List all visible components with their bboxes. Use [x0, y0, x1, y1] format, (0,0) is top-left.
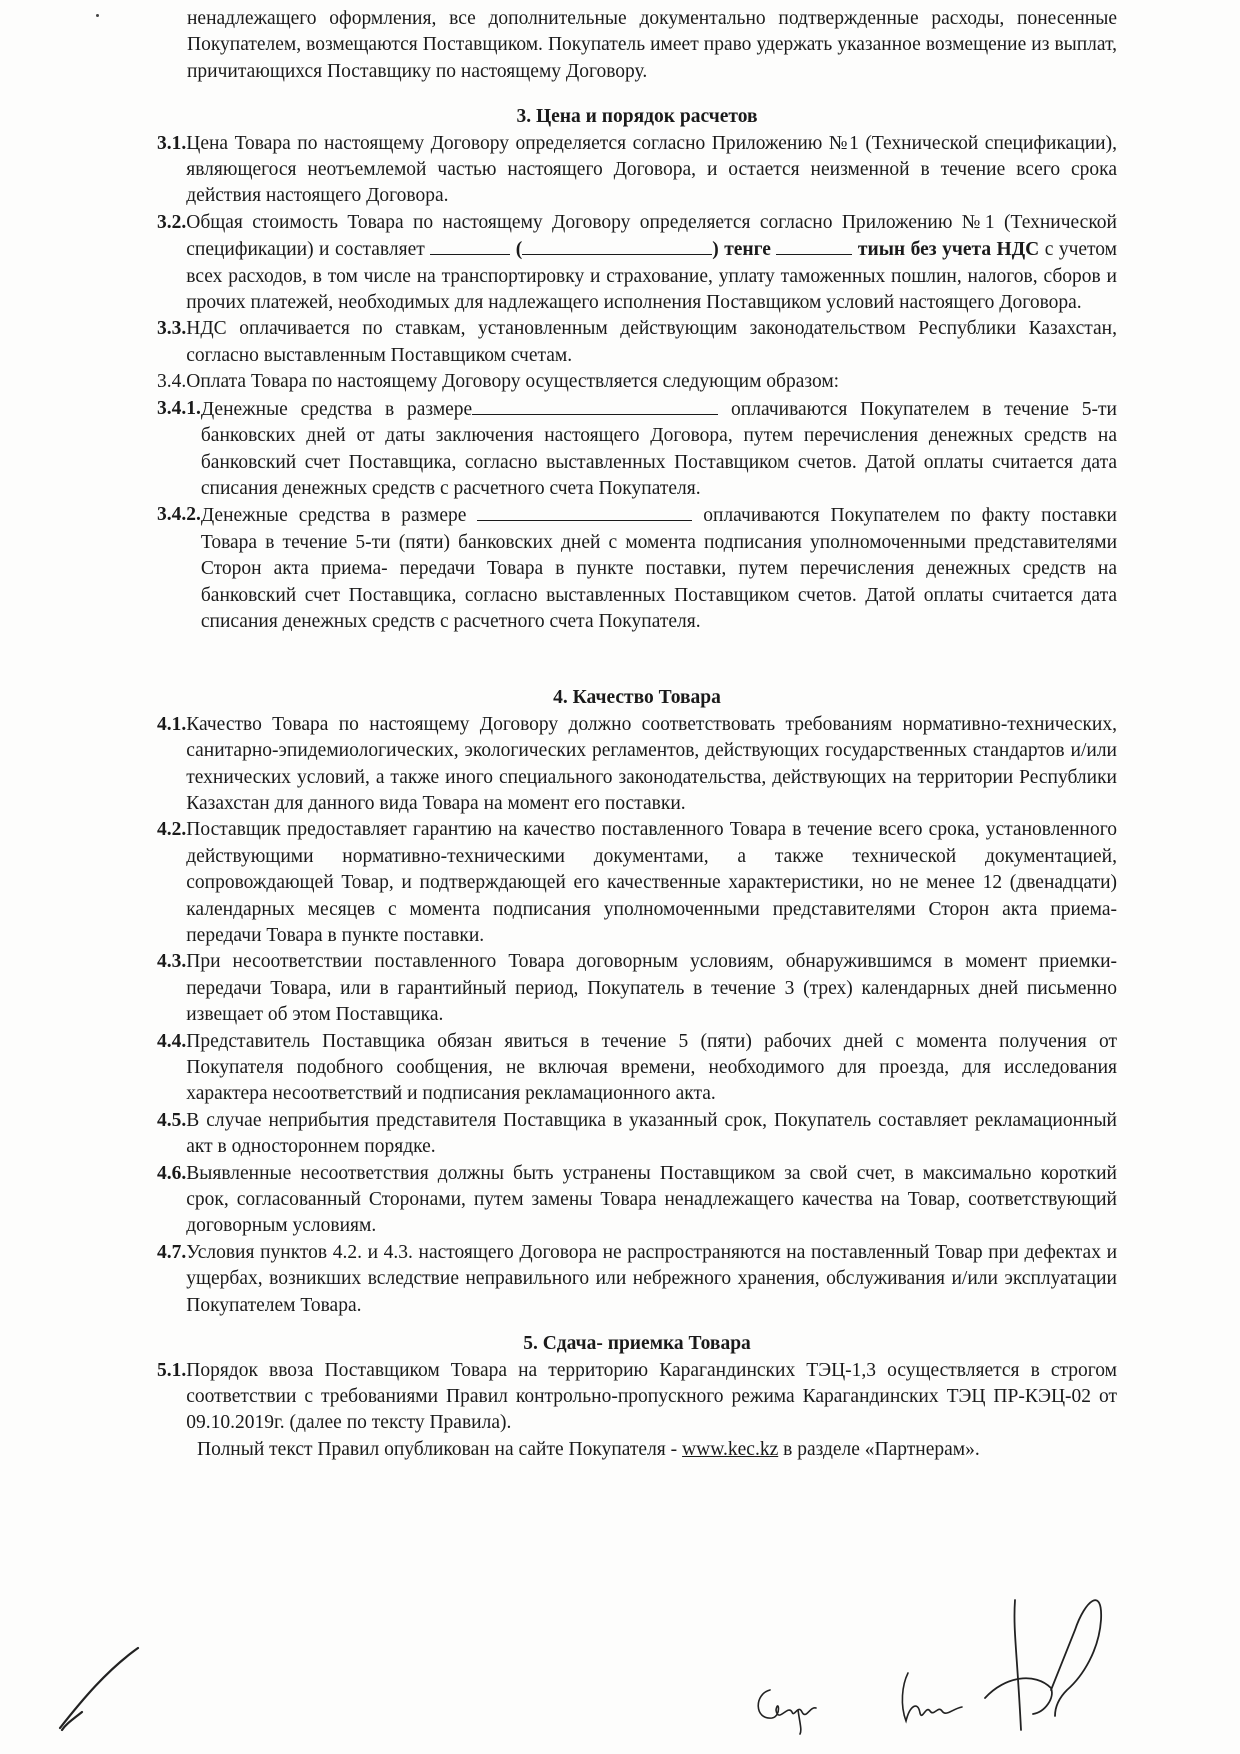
clause-text-part: Общая стоимость Товара по настоящему Договору определяется согласно Приложению №1 (Технической спецификации) и составляет: [186, 211, 1117, 261]
clause-3-1: [157, 131, 1117, 210]
clause-4-3: [157, 949, 1117, 1028]
clause-number: 5.1.: [157, 1359, 187, 1381]
clause-4-5: [157, 1108, 1117, 1161]
clause-number: 3.1.: [157, 132, 187, 154]
clause-text-part: оплачиваются Покупателем в течение 5-ти банковских дней от даты заключения настоящего Договора, путем перечисления денежных средств на банковский счет Поставщика, согласно выставленных Поставщиком счетов. Датой оплаты считается дата списания денежных средств с расчетного счета Покупателя.: [200, 398, 1117, 499]
clause-number: 3.4.1.: [157, 397, 201, 419]
clause-text: В случае неприбытия представителя Поставщика в указанный срок, Покупатель составляет рекламационный акт в одностороннем порядке.: [186, 1109, 1117, 1158]
clause-text-part: с учетом всех расходов, в том числе на транспортировку и страхование, уплату таможенных пошлин, налогов, сборов и прочих платежей, необходимых для надлежащего исполнения Поставщиком условий настоящего Договора.: [186, 239, 1118, 314]
amount-blank[interactable]: [472, 396, 718, 415]
clause-number: 4.7.: [157, 1241, 187, 1263]
amount-blank[interactable]: [430, 236, 510, 255]
clause-text: НДС оплачивается по ставкам, установленным действующим законодательством Республики Казахстан, согласно выставленным Поставщиком счетам.: [186, 318, 1117, 366]
tiyn-label: тиын без учета НДС: [857, 239, 1040, 261]
clause-number: 3.2.: [157, 211, 187, 233]
clause-number: 3.3.: [157, 318, 187, 340]
clause-text: Качество Товара по настоящему Договору должно соответствовать требованиям нормативно-технических, санитарно-эпидемиологических, экологических регламентов, действующих государственных стандартов и/или технических условий, а также иного специального законодательства, действующих на территории Республики Казахстан для данного вида Товара на момент его поставки.: [186, 713, 1117, 814]
tenge-label: ) тенге: [712, 239, 771, 261]
clause-4-6: [157, 1161, 1117, 1240]
intro-paragraph: ненадлежащего оформления, все дополнительные документально подтвержденные расходы, понесенные Покупателем, возмещаются Поставщиком. Покупатель имеет право удержать указанное возмещение из выплат, причитающихся Поставщику по настоящему Договору.: [187, 8, 1117, 82]
clause-3-2: [157, 210, 1117, 317]
clause-4-4: [157, 1029, 1117, 1108]
clause-number: 4.4.: [157, 1030, 187, 1052]
initials-signature-1: [748, 1680, 828, 1735]
paren-open: (: [515, 239, 523, 261]
section-4-title: 4. Качество Товара: [553, 687, 721, 709]
clause-4-7: [157, 1240, 1117, 1319]
clause-text: Цена Товара по настоящему Договору определяется согласно Приложению №1 (Технической спецификации), являющегося неотъемлемой частью настоящего Договора, и остается неизменной в течение всего срока действия настоящего Договора.: [186, 132, 1117, 207]
clause-text-part: оплачиваются Покупателем по факту поставки Товара в течение 5-ти (пяти) банковских дней с момента подписания уполномоченными представителями Сторон акта приема- передачи Товара в пункте поставки, путем перечисления денежных средств на банковский счет Поставщика, согласно выставленных Поставщиком счетов. Датой оплаты считается дата списания денежных средств с расчетного счета Покупателя.: [200, 505, 1117, 632]
clause-text: Выявленные несоответствия должны быть устранены Поставщиком за свой счет, в максимально короткий срок, согласованный Сторонами, путем замены Товара ненадлежащего качества на Товар, соответствующий договорным условиям.: [186, 1162, 1117, 1237]
clause-text-part: Полный текст Правил опубликован на сайте Покупателя -: [197, 1438, 683, 1460]
clause-5-1: [157, 1358, 1117, 1437]
signature-large: [975, 1580, 1115, 1740]
amount-blank[interactable]: [477, 502, 692, 521]
section-5-title: 5. Сдача- приемка Товара: [523, 1333, 751, 1355]
clause-3-3: [157, 316, 1117, 369]
clause-5-1-continuation: [197, 1437, 1117, 1463]
amount-words-blank[interactable]: [522, 236, 712, 255]
clause-text: Поставщик предоставляет гарантию на качество поставленного Товара в течение всего срока, установленного действующими нормативно-техническими документами, а также технической документацией, сопровождающей Товар, и подтверждающей его качественные характеристики, но не менее 12 (двенадцати) календарных месяцев с момента подписания уполномоченными представителями Сторон акта приема-передачи Товара в пункте поставки.: [186, 819, 1117, 946]
clause-number: 3.4.2.: [157, 504, 201, 526]
scan-speck: [96, 14, 99, 17]
clause-number: 3.4.: [157, 371, 187, 393]
website-link[interactable]: www.kec.kz: [682, 1438, 779, 1460]
clause-text-part: Денежные средства в размере: [200, 505, 467, 527]
clause-text: Представитель Поставщика обязан явиться в течение 5 (пяти) рабочих дней с момента получения от Покупателя подобного сообщения, не включая времени, необходимого для проезда, для исследования характера несоответствий и подписания рекламационного акта.: [186, 1030, 1117, 1105]
clause-text: [201, 396, 1117, 503]
clause-text: Порядок ввоза Поставщиком Товара на территорию Карагандинских ТЭЦ-1,3 осуществляется в строгом соответствии с требованиями Правил контрольно-пропускного режима Карагандинских ТЭЦ ПР-КЭЦ-02 от 09.10.2019г. (далее по тексту Правила).: [186, 1359, 1117, 1434]
clause-number: 4.1.: [157, 713, 187, 735]
clause-text: [186, 210, 1117, 317]
clause-text: Условия пунктов 4.2. и 4.3. настоящего Договора не распространяются на поставленный Товар при дефектах и ущербах, возникших вследствие неправильного или небрежного хранения, обслуживания и/или эксплуатации Покупателем Товара.: [186, 1241, 1117, 1316]
clause-number: 4.6.: [157, 1162, 187, 1184]
initials-scribble-left: [52, 1640, 152, 1735]
tiyn-blank[interactable]: [776, 236, 852, 255]
initials-signature-2: [888, 1665, 968, 1730]
clause-3-4-1: [157, 396, 1117, 503]
document-body: [157, 6, 1117, 1463]
clause-number: 4.5.: [157, 1109, 187, 1131]
clause-text: Оплата Товара по настоящему Договору осуществляется следующим образом:: [186, 371, 840, 393]
clause-number: 4.3.: [157, 951, 187, 973]
clause-3-4-2: [157, 502, 1117, 635]
clause-4-1: [157, 712, 1117, 818]
section-3-title: 3. Цена и порядок расчетов: [516, 106, 758, 128]
clause-text: При несоответствии поставленного Товара договорным условиям, обнаружившимся в момент приемки-передачи Товара, или в гарантийный период, Покупатель в течение 3 (трех) календарных дней письменно извещает об этом Поставщика.: [186, 951, 1117, 1026]
clause-4-2: [157, 817, 1117, 949]
clause-text-part: в разделе «Партнерам».: [778, 1438, 980, 1460]
clause-text-part: Денежные средства в размере: [200, 398, 473, 420]
clause-text: [201, 502, 1117, 635]
clause-3-4: [157, 369, 1117, 395]
clause-number: 4.2.: [157, 819, 187, 841]
